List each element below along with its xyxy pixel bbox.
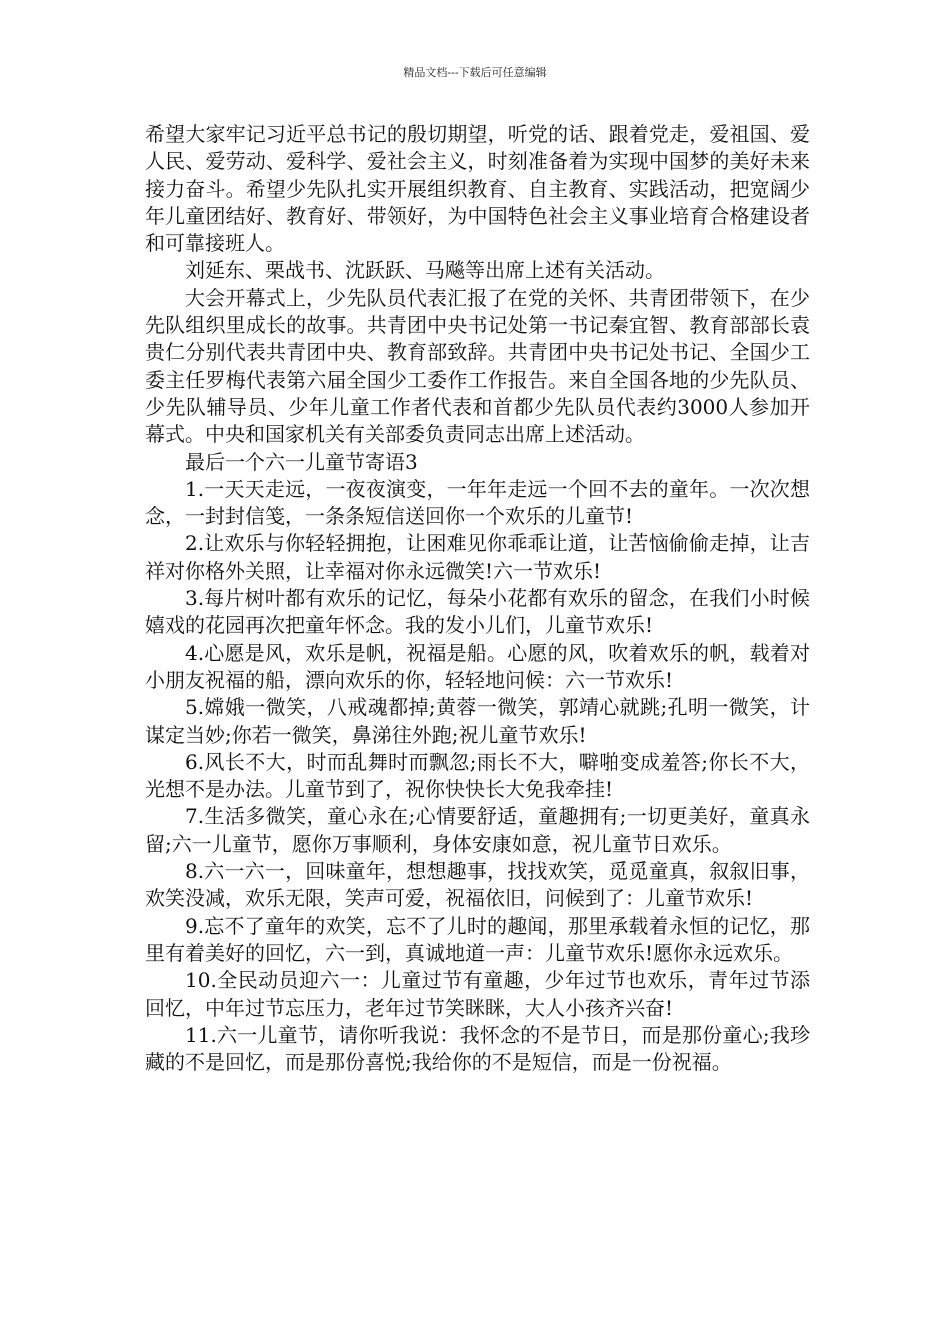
paragraph-opening-ceremony: 大会开幕式上，少先队员代表汇报了在党的关怀、共青团带领下，在少先队组织里成长的故事。共青团中央书记处第一书记秦宜智、教育部部长袁贵仁分别代表共青团中央、教育部致辞。共青团中央书记处书记、全国少工委主任罗梅代表第六届全国少工委作工作报告。来自全国各地的少先队员、少先队辅导员、少年儿童工作者代表和首都少先队员代表约3000人参加开幕式。中央和国家机关有关部委负责同志出席上述活动。 xyxy=(145,285,810,447)
page-header: 精品文档---下载后可任意编辑 xyxy=(403,66,547,79)
message-item: 9.忘不了童年的欢笑，忘不了儿时的趣闻，那里承载着永恒的记忆，那里有着美好的回忆，六一到，真诚地道一声：儿童节欢乐!愿你永远欢乐。 xyxy=(145,913,810,965)
message-item: 8.六一六一，回味童年，想想趣事，找找欢笑，觅觅童真，叙叙旧事，欢笑没减，欢乐无限，笑声可爱，祝福依旧，问候到了：儿童节欢乐! xyxy=(145,859,810,911)
message-item: 1.一天天走远，一夜夜演变，一年年走远一个回不去的童年。一次次想念，一封封信笺，一条条短信送回你一个欢乐的儿童节! xyxy=(145,476,810,529)
message-item: 3.每片树叶都有欢乐的记忆，每朵小花都有欢乐的留念，在我们小时候嬉戏的花园再次把童年怀念。我的发小儿们，儿童节欢乐! xyxy=(145,586,810,638)
message-item: 2.让欢乐与你轻轻拥抱，让困难见你乖乖让道，让苦恼偷偷走掉，让吉祥对你格外关照，让幸福对你永远微笑!六一节欢乐! xyxy=(145,531,810,583)
document-body xyxy=(145,121,810,1076)
message-item: 6.风长不大，时而乱舞时而飘忽;雨长不大，噼啪变成羞答;你长不大，光想不是办法。儿童节到了，祝你快快长大免我牵挂! xyxy=(145,749,810,802)
paragraph-continued: 希望大家牢记习近平总书记的殷切期望，听党的话、跟着党走，爱祖国、爱人民、爱劳动、爱科学、爱社会主义，时刻准备着为实现中国梦的美好未来接力奋斗。希望少先队扎实开展组织教育、自主教育、实践活动，把宽阔少年儿童团结好、教育好、带领好，为中国特色社会主义事业培育合格建设者和可靠接班人。 xyxy=(145,122,810,256)
message-item: 7.生活多微笑，童心永在;心情要舒适，童趣拥有;一切更美好，童真永留;六一儿童节，愿你万事顺利，身体安康如意，祝儿童节日欢乐。 xyxy=(145,804,810,856)
message-item: 10.全民动员迎六一：儿童过节有童趣，少年过节也欢乐，青年过节添回忆，中年过节忘压力，老年过节笑眯眯，大人小孩齐兴奋! xyxy=(145,968,810,1020)
message-item: 11.六一儿童节，请你听我说：我怀念的不是节日，而是那份童心;我珍藏的不是回忆，而是那份喜悦;我给你的不是短信，而是一份祝福。 xyxy=(145,1022,810,1075)
message-item: 5.嫦娥一微笑，八戒魂都掉;黄蓉一微笑，郭靖心就跳;孔明一微笑，计谋定当妙;你若一微笑，鼻涕往外跑;祝儿童节欢乐! xyxy=(145,695,810,747)
section-heading: 最后一个六一儿童节寄语3 xyxy=(185,449,418,474)
message-item: 4.心愿是风，欢乐是帆，祝福是船。心愿的风，吹着欢乐的帆，载着对小朋友祝福的船，漂向欢乐的你，轻轻地问候：六一节欢乐! xyxy=(145,640,810,692)
paragraph-attendees: 刘延东、栗战书、沈跃跃、马飚等出席上述有关活动。 xyxy=(185,258,665,283)
